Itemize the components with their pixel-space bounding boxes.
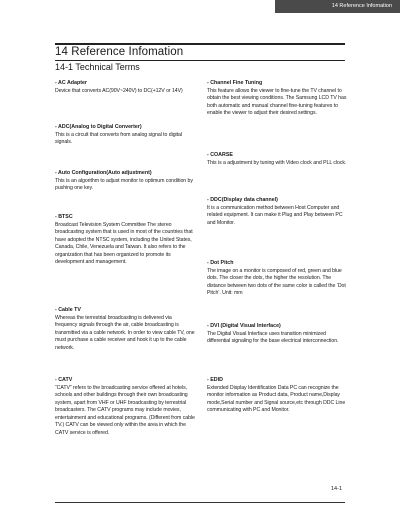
term-title: - COARSE: [207, 152, 233, 158]
term-title: - Cable TV: [55, 307, 81, 313]
term-cable-tv: [55, 307, 195, 352]
section-title: 14-1 Technical Terms: [55, 62, 140, 72]
term-auto-configuration: [55, 170, 195, 193]
term-title: - DVI (Digital Visual Interface): [207, 323, 281, 329]
footer-divider: [55, 502, 345, 503]
chapter-title: 14 Reference Infomation: [55, 46, 184, 58]
term-body: This is an algorithm to adjust monitor to optimum condition by pushing one key.: [55, 177, 193, 191]
term-body: “CATV” refers to the broadcasting service offered at hotels, schools and other buildings through their own broadcasting system, apart from VHF or UHF broadcasting by terrestrial broadcasters. The CATV programs may include movies, entertainment and educational programs. (Different from cable TV.) CATV can be viewed only within the area in which the CATV service is offered.: [55, 384, 195, 436]
term-ac-adapter: [55, 80, 195, 95]
chapter-title-bar: [55, 43, 345, 61]
term-body: Device that converts AC(90V~240V) to DC(+12V or 14V): [55, 87, 183, 94]
term-dot-pitch: [207, 260, 348, 298]
term-body: Broadcast Television System Committee The stereo broadcasting system that is used in most of the countries that have adopted the NTSC system, including the United States, Canada, Chile, Venezuela and Taiwan. It also refers to the organization that has been organized to promote its development and management.: [55, 221, 193, 265]
running-header-title: 14 Reference Infomation: [331, 3, 392, 9]
term-title: - Dot Pitch: [207, 260, 234, 266]
term-title: - AC Adapter: [55, 80, 87, 86]
term-body: The Digital Visual Interface uses transition minimized differential signaling for the base electrical interconnection.: [207, 330, 339, 344]
term-btsc: [55, 214, 195, 267]
running-header: [275, 0, 400, 13]
term-title: - BTSC: [55, 214, 73, 220]
term-catv: [55, 377, 195, 437]
term-body: This feature allows the viewer to fine-tune the TV channel to obtain the best viewing conditions. The Samsung LCD TV has both automatic and manual channel fine-tuning features to enable the viewer to adjust their desired settings.: [207, 87, 347, 116]
term-body: This is a adjustment by tuning with Video clock and PLL clock.: [207, 159, 347, 166]
term-body: Extended Display Identification Data PC can recognize the monitor information as Product data, Product name,Display mode,Serial number and Signal source,etc through DDC Line communicating with PC and Monitor.: [207, 384, 346, 413]
page-number: 14-1: [331, 486, 343, 492]
term-adc: [55, 124, 195, 147]
term-body: Whereas the terrestrial broadcasting is delivered via frequency signals through the air, cable broadcasting is transmitted via a cable network. In order to view cable TV, one must purchase a cable receiver and hook it up to the cable network.: [55, 314, 195, 351]
term-title: - Channel Fine Tuning: [207, 80, 263, 86]
term-title: - EDID: [207, 377, 223, 383]
term-body: The image on a monitor is composed of red, green and blue dots. The closer the dots, the higher the resolution. The distance between two dots of the same color is called the ‘Dot Pitch’. Unit: mm: [207, 267, 346, 296]
term-edid: [207, 377, 348, 415]
term-body: This is a circuit that converts from analog signal to digital signals.: [55, 131, 182, 145]
term-title: - Auto Configuration(Auto adjustment): [55, 170, 152, 176]
term-body: It is a communication method between Host Computer and related equipment. It can make it Plug and Play between PC and Monitor.: [207, 204, 343, 226]
term-title: - ADC(Analog to Digital Converter): [55, 124, 142, 130]
term-ddc: [207, 197, 348, 227]
term-title: - CATV: [55, 377, 73, 383]
term-coarse: [207, 152, 348, 167]
term-dvi: [207, 323, 348, 346]
term-title: - DDC(Display data channel): [207, 197, 278, 203]
term-channel-fine-tuning: [207, 80, 348, 118]
